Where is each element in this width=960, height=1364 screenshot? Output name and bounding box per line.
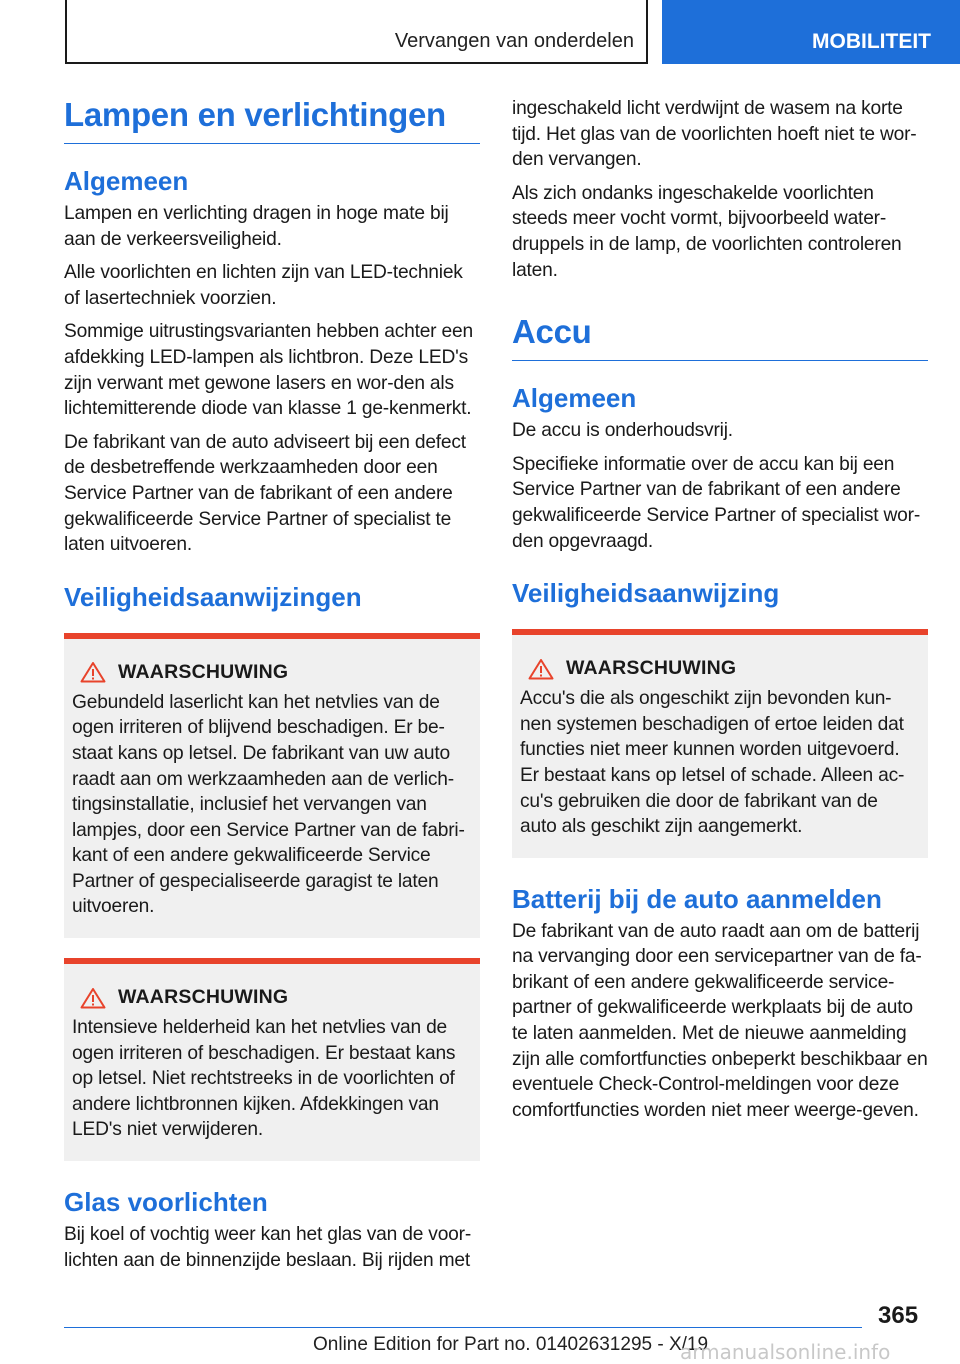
paragraph: De fabrikant van de auto adviseert bij een defect de desbetreffende werkzaamheden door een Service Partner van de fabrikant of een andere gekwalificeerde Service Partner of specialist te laten uitvoeren. — [64, 431, 466, 556]
warning-label: WAARSCHUWING — [118, 986, 289, 1009]
footer-divider — [64, 1327, 862, 1328]
page-title-lamps: Lampen en verlichtingen — [64, 96, 480, 144]
left-column — [64, 96, 480, 1281]
footer-edition: Online Edition for Part no. 01402631295 - X/19 — [313, 1334, 709, 1355]
header-section-title: Vervangen van onderdelen — [394, 30, 634, 52]
heading-general-lamps: Algemeen — [64, 166, 189, 196]
warning-triangle-icon — [528, 658, 554, 680]
warning-box — [64, 958, 480, 1161]
paragraph: ingeschakeld licht verdwijnt de wasem na korte tijd. Het glas van de voorlichten hoeft niet te wor-den vervangen. — [512, 98, 917, 171]
warning-box — [512, 629, 928, 858]
heading-safety-instruction: Veiligheidsaanwijzing — [512, 578, 780, 609]
heading-headlight-glass: Glas voorlichten — [64, 1187, 268, 1218]
warning-text: Intensieve helderheid kan het netvlies van de ogen irriteren of beschadigen. Er bestaat kans op letsel. Niet rechtstreeks in de voorlichten of andere lichtbronnen kijken. Afdekkingen van LED's niet verwijderen. — [72, 1017, 456, 1141]
warning-text: Accu's die als ongeschikt zijn bevonden kun-nen systemen beschadigen of ertoe leiden dat functies niet meer kunnen worden uitgevoerd. Er bestaat kans op letsel of schade. Alleen ac-cu's gebruiken die door de fabrikant van de auto als geschikt zijn aangemerkt. — [520, 688, 905, 838]
warning-box — [64, 633, 480, 938]
page-title-battery: Accu — [512, 313, 928, 361]
paragraph: Lampen en verlichting dragen in hoge mate bij aan de verkeersveiligheid. — [64, 203, 449, 250]
heading-general-battery: Algemeen — [512, 383, 637, 414]
watermark: armanualsonline.info — [680, 1340, 891, 1364]
header-chapter-tab[interactable]: MOBILITEIT — [662, 0, 960, 64]
paragraph: Specifieke informatie over de accu kan bij een Service Partner van de fabrikant of een andere gekwalificeerde Service Partner of specialist wor-den opgevraagd. — [512, 453, 921, 552]
paragraph: Bij koel of vochtig weer kan het glas van de voor-lichten aan de binnenzijde beslaan. Bij rijden met — [64, 1224, 472, 1271]
warning-label: WAARSCHUWING — [566, 657, 737, 680]
paragraph: De fabrikant van de auto raadt aan om de batterij na vervanging door een servicepartner van de fa-brikant of een andere gekwalificeerde service-partner of gekwalificeerde werkplaats bij de auto te laten aanmelden. Met de nieuwe aanmelding zijn alle comfortfuncties onbeperkt beschikbaar en eventuele Check-Control-meldingen voor deze comfortfuncties worden niet meer weerge-geven. — [512, 920, 928, 1121]
warning-label: WAARSCHUWING — [118, 660, 289, 683]
warning-triangle-icon — [80, 661, 106, 683]
warning-text: Gebundeld laserlicht kan het netvlies van de ogen irriteren of blijvend beschadigen. Er be-staat kans op letsel. De fabrikant van uw auto raadt aan om werkzaamheden aan de verlich-tingsinstallatie, inclusief het vervangen van lampjes, door een Service Partner van de fabri-kant of een andere gekwalificeerde Service Partner of gespecialiseerde garagist te laten uitvoeren. — [72, 691, 465, 918]
heading-safety-instructions: Veiligheidsaanwijzingen — [64, 581, 362, 612]
paragraph: Sommige uitrustingsvarianten hebben achter een afdekking LED-lampen als lichtbron. Deze LED's zijn verwant met gewone lasers en wor-den als lichtemitterende diode van klasse 1 ge-kenmerkt. — [64, 321, 473, 420]
paragraph: Alle voorlichten en lichten zijn van LED-techniek of lasertechniek voorzien. — [64, 262, 463, 309]
warning-triangle-icon — [80, 987, 106, 1009]
right-column — [512, 96, 928, 1131]
paragraph: De accu is onderhoudsvrij. — [512, 420, 733, 442]
heading-register-battery: Batterij bij de auto aanmelden — [512, 883, 882, 914]
page-number: 365 — [878, 1302, 919, 1329]
header-section-box — [65, 0, 648, 64]
paragraph: Als zich ondanks ingeschakelde voorlichten steeds meer vocht vormt, bijvoorbeeld water-druppels in de lamp, de voorlichten controleren laten. — [512, 182, 902, 281]
